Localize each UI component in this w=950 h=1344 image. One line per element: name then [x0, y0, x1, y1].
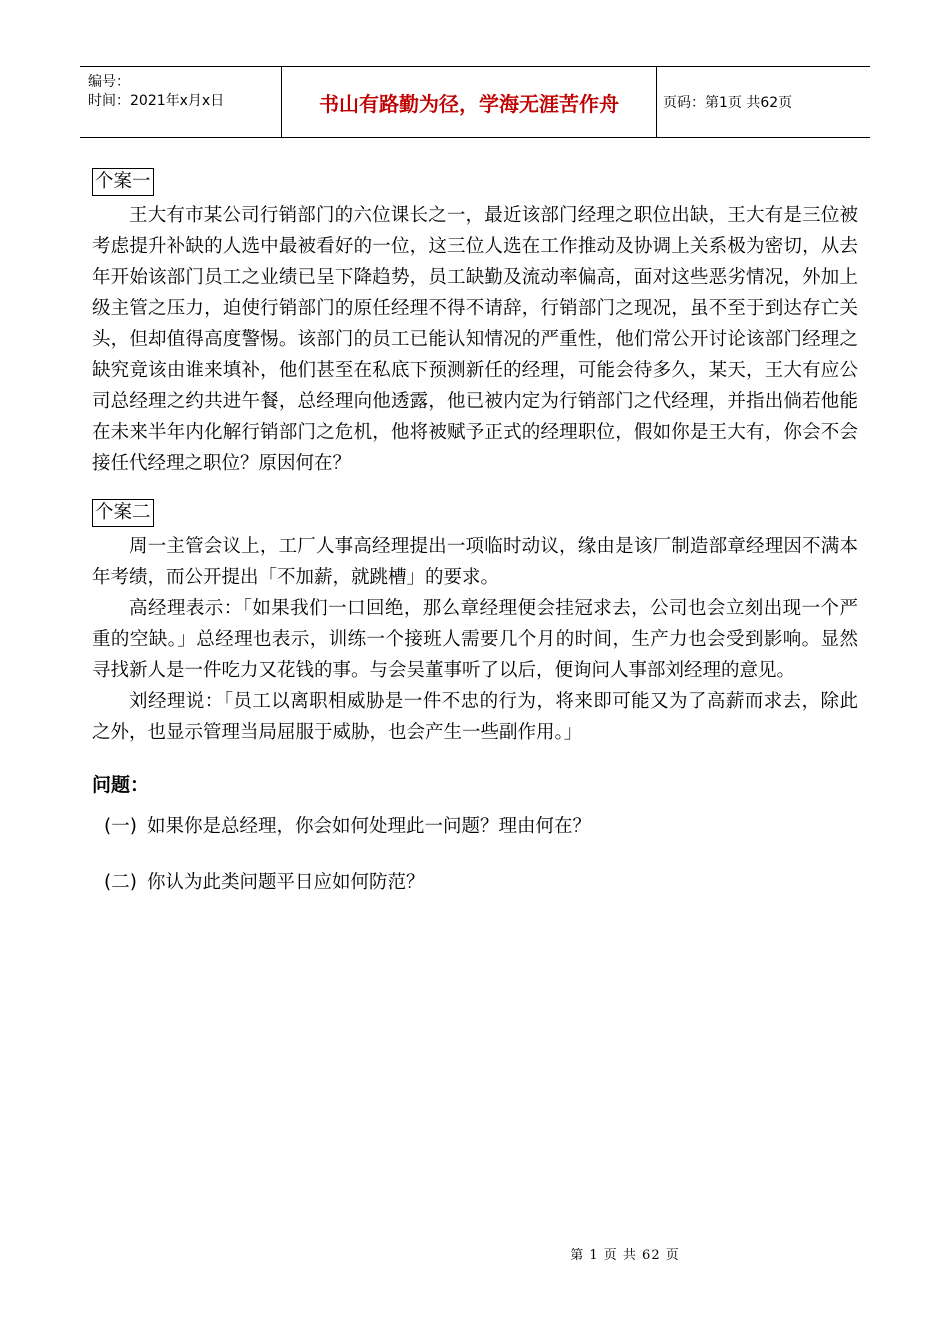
case-two-section: [92, 499, 858, 748]
case-two-paragraph-3: 刘经理说：「员工以离职相威胁是一件不忠的行为，将来即可能又为了高薪而求去，除此之外，也显示管理当局屈服于威胁，也会产生一些副作用。」: [92, 691, 858, 743]
page-footer: 第 1 页 共 62 页: [570, 1248, 680, 1263]
document-body: [92, 168, 858, 898]
case-two-paragraph-2: 高经理表示：「如果我们一口回绝，那么章经理便会挂冠求去，公司也会立刻出现一个严重的空缺。」总经理也表示，训练一个接班人需要几个月的时间，生产力也会受到影响。显然寻找新人是一件吃力又花钱的事。与会吴董事听了以后，便询问人事部刘经理的意见。: [92, 598, 858, 681]
question-text: 你认为此类问题平日应如何防范？: [146, 872, 425, 893]
header-motto: 书山有路勤为径，学海无涯苦作舟: [282, 67, 657, 137]
case-one-label: 个案一: [92, 168, 154, 196]
questions-title: 问题：: [92, 774, 150, 796]
document-date: 时间：2021年x月x日: [88, 93, 225, 109]
case-two-paragraph-1: 周一主管会议上，工厂人事高经理提出一项临时动议，缘由是该厂制造部章经理因不满本年考绩，而公开提出「不加薪，就跳槽」的要求。: [92, 536, 858, 588]
header-meta: [80, 67, 282, 137]
question-number: (二): [104, 872, 137, 893]
question-number: (一): [104, 816, 137, 837]
case-one-section: [92, 168, 858, 479]
header-page-info: 页码：第1页 共62页: [663, 95, 793, 111]
document-number: 编号：: [88, 74, 130, 90]
case-one-paragraph: 王大有市某公司行销部门的六位课长之一，最近该部门经理之职位出缺，王大有是三位被考虑提升补缺的人选中最被看好的一位，这三位人选在工作推动及协调上关系极为密切，从去年开始该部门员工之业绩已呈下降趋势，员工缺勤及流动率偏高，面对这些恶劣情况，外加上级主管之压力，迫使行销部门的原任经理不得不请辞，行销部门之现况，虽不至于到达存亡关头，但却值得高度警惕。该部门的员工已能认知情况的严重性，他们常公开讨论该部门经理之缺究竟该由谁来填补，他们甚至在私底下预测新任的经理，可能会待多久，某天，王大有应公司总经理之约共进午餐，总经理向他透露，他已被内定为行销部门之代经理，并指出倘若他能在未来半年内化解行销部门之危机，他将被赋予正式的经理职位，假如你是王大有，你会不会接任代经理之职位？原因何在？: [92, 205, 858, 474]
question-text: 如果你是总经理，你会如何处理此一问题？理由何在？: [146, 816, 591, 837]
page-header: [80, 66, 870, 138]
question-item: [92, 868, 858, 898]
question-item: [92, 812, 858, 842]
case-two-label: 个案二: [92, 499, 154, 527]
